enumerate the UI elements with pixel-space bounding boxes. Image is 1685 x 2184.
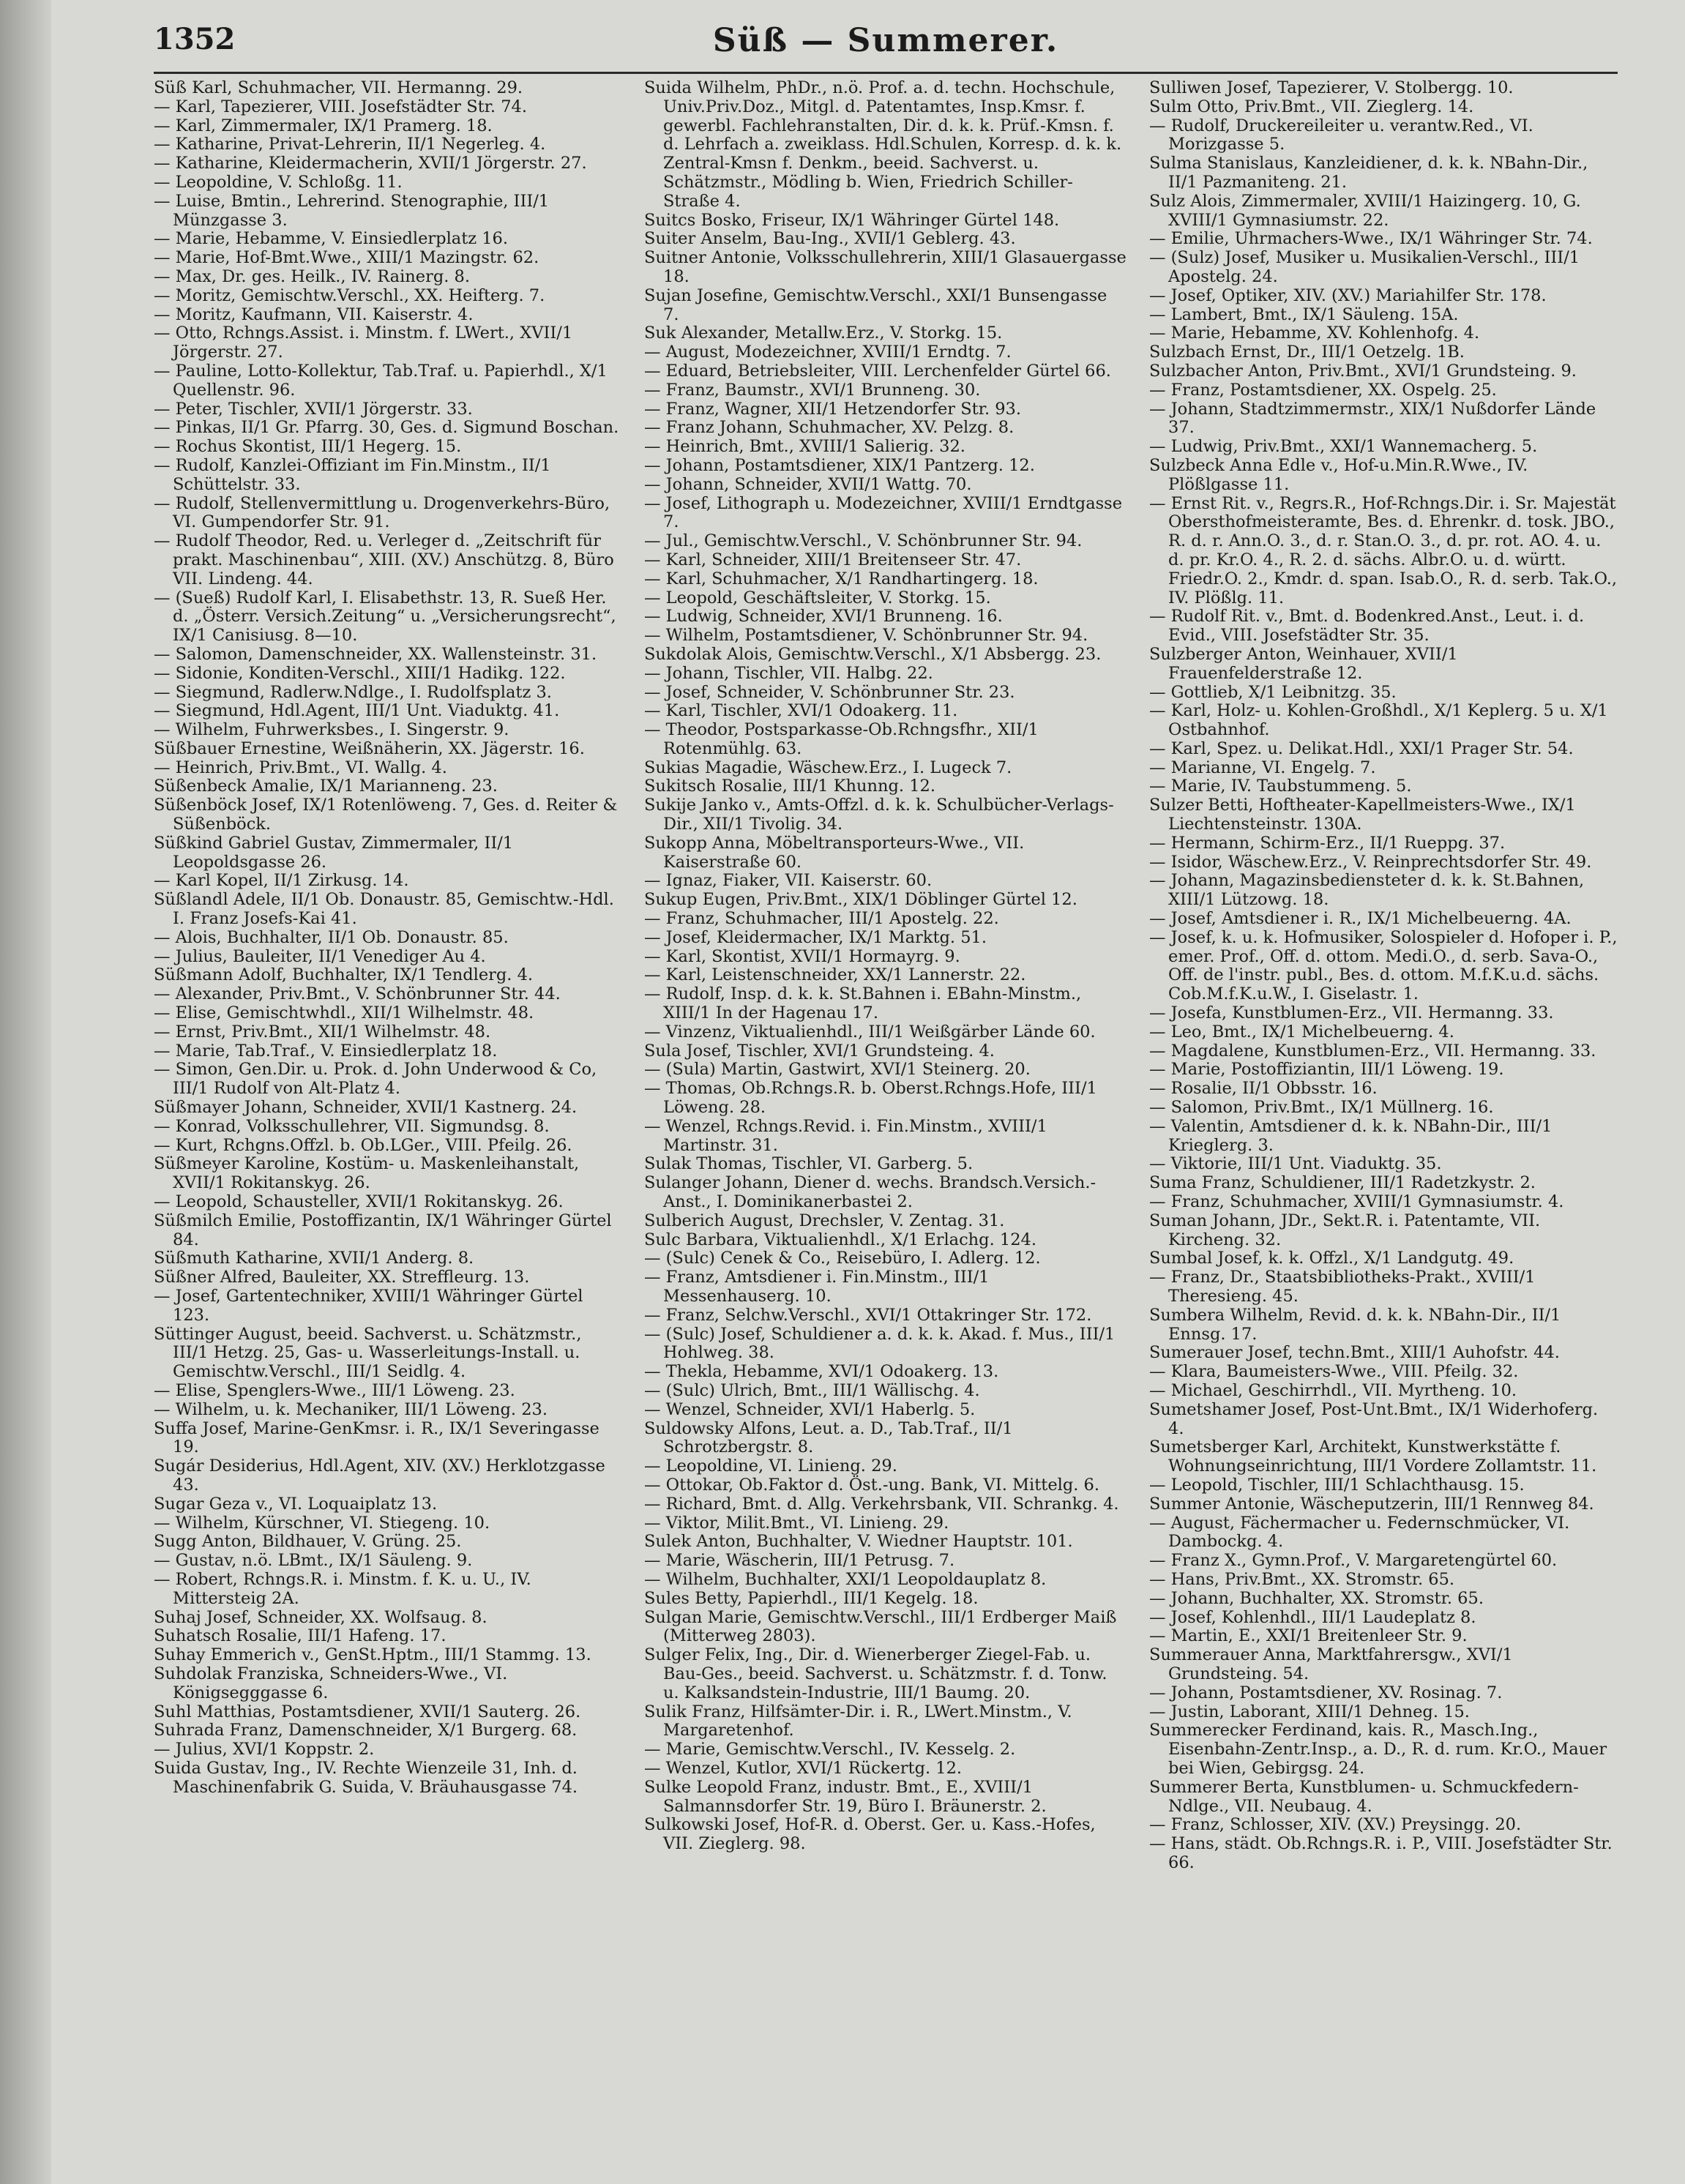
directory-entry: Sugár Desiderius, Hdl.Agent, XIV. (XV.) Herklotzgasse 43. (154, 1456, 605, 1495)
directory-entry: Summerauer Anna, Marktfahrersgw., XVI/1 Grundsteing. 54. (1149, 1645, 1513, 1683)
directory-entry: — Jul., Gemischtw.Verschl., V. Schönbrunner Str. 94. (644, 531, 1083, 551)
directory-entry: Sulm Otto, Priv.Bmt., VII. Zieglerg. 14. (1149, 97, 1474, 116)
directory-entry: — Luise, Bmtin., Lehrerind. Stenographie, III/1 Münzgasse 3. (154, 191, 550, 230)
directory-entry: Sulzbach Ernst, Dr., III/1 Oetzelg. 1B. (1149, 343, 1465, 362)
directory-entry: — Hans, städt. Ob.Rchngs.R. i. P., VIII. Josefstädter Str. 66. (1149, 1834, 1613, 1872)
directory-entry: Sukitsch Rosalie, III/1 Khunng. 12. (644, 777, 936, 796)
directory-entry: — Moritz, Kaufmann, VII. Kaiserstr. 4. (154, 304, 474, 324)
directory-entry: — Rudolf, Stellenvermittlung u. Drogenverkehrs-Büro, VI. Gumpendorfer Str. 91. (154, 493, 610, 532)
directory-entry: — Wenzel, Schneider, XVI/1 Haberlg. 5. (644, 1399, 976, 1419)
directory-entry: — Rosalie, II/1 Obbsstr. 16. (1149, 1079, 1378, 1099)
directory-entry: — Justin, Laborant, XIII/1 Dehneg. 15. (1149, 1702, 1470, 1721)
directory-entry: — Johann, Magazinsbediensteter d. k. k. St.Bahnen, XIII/1 Lützowg. 18. (1149, 871, 1585, 910)
directory-entry: — Konrad, Volksschullehrer, VII. Sigmundsg. 8. (154, 1116, 550, 1136)
directory-entry: Suhdolak Franziska, Schneiders-Wwe., VI. Königsegggasse 6. (154, 1664, 508, 1702)
directory-entry: Sujan Josefine, Gemischtw.Verschl., XXI/1 Bunsengasse 7. (644, 285, 1107, 324)
directory-entry: — Karl, Zimmermaler, IX/1 Pramerg. 18. (154, 116, 493, 135)
directory-entry: — Rudolf, Druckereileiter u. verantw.Red., VI. Morizgasse 5. (1149, 116, 1533, 154)
directory-entry: — Karl, Spez. u. Delikat.Hdl., XXI/1 Prager Str. 54. (1149, 738, 1574, 758)
directory-entry: — Franz, Amtsdiener i. Fin.Minstm., III/1 Messenhauserg. 10. (644, 1268, 990, 1306)
directory-entry: — Martin, E., XXI/1 Breitenleer Str. 9. (1149, 1626, 1468, 1646)
directory-entry: — Ernst Rit. v., Regrs.R., Hof-Rchngs.Dir. i. Sr. Majestät Obersthofmeisteramte, Bes. d. Ehrenkr. d. tosk. JBO., R. d. r. Ann.O. 3., d. r. Stan.O. 3., d. pr. rot. AO. 4. u. d. pr. Kr.O. 4., R. 2. d. sächs. Albr.O. u. d. württ. Friedr.O. 2., Kmdr. d. span. Isab.O., R. d. serb. Tak.O., IV. Plößlg. 11. (1149, 493, 1618, 607)
directory-entry: — Richard, Bmt. d. Allg. Verkehrsbank, VII. Schrankg. 4. (644, 1494, 1119, 1514)
directory-entry: — Franz, Schuhmacher, III/1 Apostelg. 22. (644, 909, 999, 929)
directory-entry: — Wilhelm, Buchhalter, XXI/1 Leopoldauplatz 8. (644, 1569, 1047, 1589)
directory-entry: — Viktorie, III/1 Unt. Viaduktg. 35. (1149, 1154, 1442, 1174)
directory-entry: — Julius, Bauleiter, II/1 Venediger Au 4. (154, 946, 486, 966)
directory-entry: — Hans, Priv.Bmt., XX. Stromstr. 65. (1149, 1569, 1455, 1589)
directory-entry: — Heinrich, Bmt., XVIII/1 Salierig. 32. (644, 437, 965, 457)
directory-entry: — Franz, Postamtsdiener, XX. Ospelg. 25. (1149, 380, 1497, 400)
directory-entry: Sulek Anton, Buchhalter, V. Wiedner Hauptstr. 101. (644, 1532, 1073, 1552)
header-rule (154, 72, 1618, 74)
directory-entry: — Ignaz, Fiaker, VII. Kaiserstr. 60. (644, 871, 933, 891)
directory-entry: — Karl Kopel, II/1 Zirkusg. 14. (154, 871, 409, 891)
directory-entry: — Marie, IV. Taubstummeng. 5. (1149, 777, 1412, 796)
directory-entry: Suldowsky Alfons, Leut. a. D., Tab.Traf., II/1 Schrotzbergstr. 8. (644, 1418, 1013, 1457)
directory-entry: Suhl Matthias, Postamtsdiener, XVII/1 Sauterg. 26. (154, 1702, 581, 1721)
directory-entry: — Josef, Kohlenhdl., III/1 Laudeplatz 8. (1149, 1607, 1476, 1627)
directory-entry: — Leopoldine, V. Schloßg. 11. (154, 172, 403, 192)
directory-entry: — Theodor, Postsparkasse-Ob.Rchngsfhr., XII/1 Rotenmühlg. 63. (644, 720, 1039, 758)
directory-entry: — Leopold, Schausteller, XVII/1 Rokitanskyg. 26. (154, 1192, 564, 1212)
directory-entry: — Valentin, Amtsdiener d. k. k. NBahn-Dir., III/1 Krieglerg. 3. (1149, 1116, 1553, 1155)
page-header (154, 22, 1618, 66)
directory-entry: — Josef, Amtsdiener i. R., IX/1 Michelbeuerng. 4A. (1149, 909, 1572, 929)
directory-entry: Sumbera Wilhelm, Revid. d. k. k. NBahn-Dir., II/1 Ennsg. 17. (1149, 1305, 1561, 1344)
directory-entry: — Leo, Bmt., IX/1 Michelbeuerng. 4. (1149, 1022, 1454, 1041)
directory-entry: — Leopoldine, VI. Linieng. 29. (644, 1456, 897, 1476)
directory-entry: Suk Alexander, Metallw.Erz., V. Storkg. 15. (644, 324, 1003, 343)
directory-entry: — Ludwig, Schneider, XVI/1 Brunneng. 16. (644, 607, 1003, 627)
directory-entry: — Otto, Rchngs.Assist. i. Minstm. f. LWert., XVII/1 Jörgerstr. 27. (154, 324, 573, 362)
directory-entry: — Rudolf, Insp. d. k. k. St.Bahnen i. EBahn-Minstm., XIII/1 In der Hagenau 17. (644, 984, 1082, 1023)
directory-entry: — Karl, Schneider, XIII/1 Breitenseer Str. 47. (644, 550, 1022, 569)
directory-entry: — Thomas, Ob.Rchngs.R. b. Oberst.Rchngs.Hofe, III/1 Löweng. 28. (644, 1079, 1097, 1118)
directory-entry: — (Sulz) Josef, Musiker u. Musikalien-Verschl., III/1 Apostelg. 24. (1149, 248, 1580, 286)
directory-entry: Sumetsberger Karl, Architekt, Kunstwerkstätte f. Wohnungseinrichtung, III/1 Vordere Zollamtstr. 11. (1149, 1437, 1597, 1476)
directory-entry: Sulzberger Anton, Weinhauer, XVII/1 Frauenfelderstraße 12. (1149, 644, 1458, 683)
directory-entry: Suhatsch Rosalie, III/1 Hafeng. 17. (154, 1626, 447, 1646)
directory-entry: Sulc Barbara, Viktualienhdl., X/1 Erlachg. 124. (644, 1230, 1036, 1249)
directory-entry: Sukup Eugen, Priv.Bmt., XIX/1 Döblinger Gürtel 12. (644, 890, 1077, 910)
directory-entry: — Karl, Tischler, XVI/1 Odoakerg. 11. (644, 701, 958, 721)
directory-entry: Sulma Stanislaus, Kanzleidiener, d. k. k. NBahn-Dir., II/1 Pazmaniteng. 21. (1149, 154, 1588, 192)
directory-entry: — Katharine, Privat-Lehrerin, II/1 Negerleg. 4. (154, 135, 546, 154)
directory-entry: — Johann, Stadtzimmermstr., XIX/1 Nußdorfer Lände 37. (1149, 399, 1596, 438)
directory-entry: — (Sueß) Rudolf Karl, I. Elisabethstr. 13, R. Sueß Her. d. „Österr. Versich.Zeitung“ u. „Versicherungsrecht“, IX/1 Canisiusg. 8—10. (154, 588, 616, 646)
directory-entry: — Gottlieb, X/1 Leibnitzg. 35. (1149, 682, 1397, 702)
directory-entry: Sugar Geza v., VI. Loquaiplatz 13. (154, 1494, 438, 1514)
directory-entry: Summer Antonie, Wäscheputzerin, III/1 Rennweg 84. (1149, 1494, 1594, 1514)
directory-entry: — Karl, Schuhmacher, X/1 Randhartingerg. 18. (644, 569, 1039, 588)
directory-entry: — Alois, Buchhalter, II/1 Ob. Donaustr. 85. (154, 927, 509, 947)
directory-entry: Süßmeyer Karoline, Kostüm- u. Maskenleihanstalt, XVII/1 Rokitanskyg. 26. (154, 1154, 580, 1193)
column-3 (1149, 79, 1618, 2165)
directory-entry: — Lambert, Bmt., IX/1 Säuleng. 15A. (1149, 304, 1459, 324)
directory-entry: Suitner Antonie, Volksschullehrerin, XIII/1 Glasauergasse 18. (644, 248, 1127, 286)
directory-entry: Sumetshamer Josef, Post-Unt.Bmt., IX/1 Widerhoferg. 4. (1149, 1399, 1599, 1438)
directory-entry: Sumbal Josef, k. k. Offzl., X/1 Landgutg. 49. (1149, 1249, 1514, 1268)
directory-entry: — Michael, Geschirrhdl., VII. Myrtheng. 10. (1149, 1380, 1517, 1400)
directory-entry: — (Sulc) Cenek & Co., Reisebüro, I. Adlerg. 12. (644, 1249, 1041, 1268)
directory-entry: — Marie, Hof-Bmt.Wwe., XIII/1 Mazingstr. 62. (154, 248, 539, 268)
directory-entry: — Franz, Baumstr., XVI/1 Brunneng. 30. (644, 380, 981, 400)
directory-entry: Süßbauer Ernestine, Weißnäherin, XX. Jägerstr. 16. (154, 738, 585, 758)
directory-entry: — Marianne, VI. Engelg. 7. (1149, 758, 1376, 777)
column-1 (154, 79, 622, 2165)
directory-entry: — Klara, Baumeisters-Wwe., VIII. Pfeilg. 32. (1149, 1362, 1519, 1382)
directory-entry: — Moritz, Gemischtw.Verschl., XX. Heifterg. 7. (154, 285, 545, 305)
directory-entry: Sules Betty, Papierhdl., III/1 Kegelg. 18. (644, 1588, 979, 1608)
directory-entry: — Josefa, Kunstblumen-Erz., VII. Hermanng. 33. (1149, 1003, 1554, 1023)
directory-entry: — Heinrich, Priv.Bmt., VI. Wallg. 4. (154, 758, 447, 777)
directory-entry: — Rochus Skontist, III/1 Hegerg. 15. (154, 437, 462, 457)
directory-entry: — Franz, Schuhmacher, XVIII/1 Gymnasiumstr. 4. (1149, 1192, 1564, 1212)
directory-entry: — Wilhelm, Postamtsdiener, V. Schönbrunner Str. 94. (644, 626, 1088, 646)
directory-entry: — Josef, Optiker, XIV. (XV.) Mariahilfer Str. 178. (1149, 285, 1547, 305)
directory-entry: Sukias Magadie, Wäschew.Erz., I. Lugeck 7. (644, 758, 1012, 777)
directory-entry: Sulzer Betti, Hoftheater-Kapellmeisters-Wwe., IX/1 Liechtensteinstr. 130A. (1149, 796, 1576, 834)
directory-entry: — August, Fächermacher u. Federnschmücker, VI. Dambockg. 4. (1149, 1513, 1570, 1552)
directory-entry: — Marie, Wäscherin, III/1 Petrusg. 7. (644, 1551, 955, 1571)
directory-entry: — Wenzel, Kutlor, XVI/1 Rückertg. 12. (644, 1758, 963, 1778)
directory-entry: Sulik Franz, Hilfsämter-Dir. i. R., LWert.Minstm., V. Margaretenhof. (644, 1702, 1072, 1740)
directory-entry: — Hermann, Schirm-Erz., II/1 Rueppg. 37. (1149, 833, 1506, 853)
directory-entry: Sulzbacher Anton, Priv.Bmt., XVI/1 Grundsteing. 9. (1149, 361, 1577, 381)
directory-entry: — Siegmund, Radlerw.Ndlge., I. Rudolfsplatz 3. (154, 682, 552, 702)
directory-entry: — Magdalene, Kunstblumen-Erz., VII. Hermanng. 33. (1149, 1041, 1596, 1061)
directory-entry: Süßmilch Emilie, Postoffizantin, IX/1 Währinger Gürtel 84. (154, 1211, 612, 1249)
directory-entry: — Viktor, Milit.Bmt., VI. Linieng. 29. (644, 1513, 949, 1533)
directory-entry: — Marie, Postoffiziantin, III/1 Löweng. 19. (1149, 1060, 1504, 1080)
directory-entry: Süßner Alfred, Bauleiter, XX. Streffleurg. 13. (154, 1268, 530, 1287)
directory-entry: Süßenböck Josef, IX/1 Rotenlöweng. 7, Ges. d. Reiter & Süßenböck. (154, 796, 618, 834)
directory-entry: Süßlandl Adele, II/1 Ob. Donaustr. 85, Gemischtw.-Hdl. I. Franz Josefs-Kai 41. (154, 890, 614, 929)
directory-entry: — Ludwig, Priv.Bmt., XXI/1 Wannemacherg. 5. (1149, 437, 1538, 457)
directory-entry: — Elise, Spenglers-Wwe., III/1 Löweng. 23. (154, 1380, 515, 1400)
directory-entry: — Marie, Gemischtw.Verschl., IV. Kesselg. 2. (644, 1740, 1016, 1759)
directory-entry: Süttinger August, beeid. Sachverst. u. Schätzmstr., III/1 Hetzg. 25, Gas- u. Wasserleitungs-Install. u. Gemischtw.Verschl., III/1 Seidlg. 4. (154, 1324, 582, 1382)
directory-entry: — Salomon, Priv.Bmt., IX/1 Müllnerg. 16. (1149, 1098, 1494, 1118)
directory-entry: — Marie, Hebamme, V. Einsiedlerplatz 16. (154, 229, 509, 249)
directory-entry: — (Sula) Martin, Gastwirt, XVI/1 Steinerg. 20. (644, 1060, 1031, 1080)
directory-entry: — (Sulc) Josef, Schuldiener a. d. k. k. Akad. f. Mus., III/1 Hohlweg. 38. (644, 1324, 1116, 1363)
directory-entry: — Simon, Gen.Dir. u. Prok. d. John Underwood & Co, III/1 Rudolf von Alt-Platz 4. (154, 1060, 597, 1099)
column-2 (644, 79, 1127, 2165)
directory-entry: — Peter, Tischler, XVII/1 Jörgerstr. 33. (154, 399, 473, 419)
directory-entry: Sulz Alois, Zimmermaler, XVIII/1 Haizingerg. 10, G. XVIII/1 Gymnasiumstr. 22. (1149, 191, 1581, 230)
directory-entry: — Josef, Kleidermacher, IX/1 Marktg. 51. (644, 927, 987, 947)
directory-entry: Suhay Emmerich v., GenSt.Hptm., III/1 Stammg. 13. (154, 1645, 591, 1665)
directory-entry: Sumerauer Josef, techn.Bmt., XIII/1 Auhofstr. 44. (1149, 1343, 1560, 1363)
directory-entry: — Ottokar, Ob.Faktor d. Öst.-ung. Bank, VI. Mittelg. 6. (644, 1475, 1100, 1495)
directory-entry: — Rudolf Theodor, Red. u. Verleger d. „Zeitschrift für prakt. Maschinenbau“, XIII. (XV.) Anschützg. 8, Büro VII. Lindeng. 44. (154, 531, 614, 588)
directory-entry: — August, Modezeichner, XVIII/1 Erndtg. 7. (644, 343, 1012, 362)
page-number: 1352 (154, 22, 236, 56)
directory-entry: Sulanger Johann, Diener d. wechs. Brandsch.Versich.-Anst., I. Dominikanerbastei 2. (644, 1173, 1096, 1212)
directory-entry: Sulberich August, Drechsler, V. Zentag. 31. (644, 1211, 1005, 1230)
directory-entry: — Salomon, Damenschneider, XX. Wallensteinstr. 31. (154, 644, 597, 664)
directory-entry: Süßkind Gabriel Gustav, Zimmermaler, II/1 Leopoldsgasse 26. (154, 833, 514, 872)
directory-entry: — Robert, Rchngs.R. i. Minstm. f. K. u. U., IV. Mittersteig 2A. (154, 1569, 531, 1608)
directory-entry: Summerecker Ferdinand, kais. R., Masch.Ing., Eisenbahn-Zentr.Insp., a. D., R. d. rum. Kr.O., Mauer bei Wien, Gebirgsg. 24. (1149, 1721, 1607, 1778)
directory-entry: — Marie, Hebamme, XV. Kohlenhofg. 4. (1149, 324, 1480, 343)
directory-entry: Sulzbeck Anna Edle v., Hof-u.Min.R.Wwe., IV. Plößlgasse 11. (1149, 455, 1528, 494)
directory-entry: Suitcs Bosko, Friseur, IX/1 Währinger Gürtel 148. (644, 210, 1060, 230)
directory-entry: — Pauline, Lotto-Kollektur, Tab.Traf. u. Papierhdl., X/1 Quellenstr. 96. (154, 361, 608, 400)
directory-entry: Sulliwen Josef, Tapezierer, V. Stolbergg. 10. (1149, 79, 1514, 97)
directory-entry: Suma Franz, Schuldiener, III/1 Radetzkystr. 2. (1149, 1173, 1536, 1193)
directory-entry: — (Sulc) Ulrich, Bmt., III/1 Wällischg. 4. (644, 1380, 980, 1400)
directory-entry: — Vinzenz, Viktualienhdl., III/1 Weißgärber Lände 60. (644, 1022, 1096, 1041)
directory-entry: Suida Wilhelm, PhDr., n.ö. Prof. a. d. techn. Hochschule, Univ.Priv.Doz., Mitgl. d. Patentamtes, Insp.Kmsr. f. gewerbl. Fachlehranstalten, Dir. d. k. k. Prüf.-Kmsn. f. d. Lehrfach a. zweiklass. Hdl.Schulen, Korresp. d. k. k. Zentral-Kmsn f. Denkm., beeid. Sachverst. u. Schätzmstr., Mödling b. Wien, Friedrich Schiller-Straße 4. (644, 79, 1122, 211)
directory-entry: — Wenzel, Rchngs.Revid. i. Fin.Minstm., XVIII/1 Martinstr. 31. (644, 1116, 1047, 1155)
directory-entry: Summerer Berta, Kunstblumen- u. Schmuckfedern-Ndlge., VII. Neubaug. 4. (1149, 1777, 1579, 1816)
directory-entry: — Wilhelm, Fuhrwerksbes., I. Singerstr. 9. (154, 720, 509, 740)
directory-entry: Sukije Janko v., Amts-Offzl. d. k. k. Schulbücher-Verlags-Dir., XII/1 Tivolig. 34. (644, 796, 1114, 834)
directory-entry: — Josef, Schneider, V. Schönbrunner Str. 23. (644, 682, 1015, 702)
directory-entry: — Pinkas, II/1 Gr. Pfarrg. 30, Ges. d. Sigmund Boschan. (154, 418, 619, 438)
directory-entry: Süßmuth Katharine, XVII/1 Anderg. 8. (154, 1249, 474, 1268)
directory-entry: — Sidonie, Konditen-Verschl., XIII/1 Hadikg. 122. (154, 663, 566, 683)
directory-entry: Süß Karl, Schuhmacher, VII. Hermanng. 29. (154, 79, 523, 97)
directory-entry: Suiter Anselm, Bau-Ing., XVII/1 Geblerg. 43. (644, 229, 1016, 249)
directory-entry: Sulke Leopold Franz, industr. Bmt., E., XVIII/1 Salmannsdorfer Str. 19, Büro I. Bräunerstr. 2. (644, 1777, 1047, 1816)
directory-entry: Süßenbeck Amalie, IX/1 Marianneng. 23. (154, 777, 498, 796)
directory-entry: — Franz, Wagner, XII/1 Hetzendorfer Str. 93. (644, 399, 1022, 419)
directory-entry: — Franz Johann, Schuhmacher, XV. Pelzg. 8. (644, 418, 1015, 438)
page-edge-shadow (0, 0, 51, 2184)
directory-entry: — Ernst, Priv.Bmt., XII/1 Wilhelmstr. 48. (154, 1022, 491, 1041)
directory-entry: Sulak Thomas, Tischler, VI. Garberg. 5. (644, 1154, 974, 1174)
directory-entry: — Josef, Lithograph u. Modezeichner, XVIII/1 Erndtgasse 7. (644, 493, 1123, 532)
directory-entry: — Karl, Holz- u. Kohlen-Großhdl., X/1 Keplerg. 5 u. X/1 Ostbahnhof. (1149, 701, 1608, 740)
directory-entry: Sukdolak Alois, Gemischtw.Verschl., X/1 Absbergg. 23. (644, 644, 1102, 664)
directory-entry: Süßmayer Johann, Schneider, XVII/1 Kastnerg. 24. (154, 1098, 578, 1118)
directory-entry: — Wilhelm, Kürschner, VI. Stiegeng. 10. (154, 1513, 490, 1533)
directory-entry: — Josef, Gartentechniker, XVIII/1 Währinger Gürtel 123. (154, 1287, 583, 1325)
directory-entry: — Isidor, Wäschew.Erz., V. Reinprechtsdorfer Str. 49. (1149, 852, 1592, 872)
directory-entry: — Josef, k. u. k. Hofmusiker, Solospieler d. Hofoper i. P., emer. Prof., Off. d. ottom. Medi.O., d. serb. Sava-O., Off. de l'instr. publ., Bes. d. ottom. M.f.K.u.d. sächs. Cob.M.f.K.u.W., I. Giselastr. 1. (1149, 927, 1618, 1004)
directory-entry: Suman Johann, JDr., Sekt.R. i. Patentamte, VII. Kircheng. 32. (1149, 1211, 1541, 1249)
directory-entry: — Karl, Skontist, XVII/1 Hormayrg. 9. (644, 946, 960, 966)
directory-entry: Suffa Josef, Marine-GenKmsr. i. R., IX/1 Severingasse 19. (154, 1418, 599, 1457)
directory-entry: — Katharine, Kleidermacherin, XVII/1 Jörgerstr. 27. (154, 154, 587, 173)
directory-entry: Sukopp Anna, Möbeltransporteurs-Wwe., VII. Kaiserstraße 60. (644, 833, 1025, 872)
directory-entry: — Franz, Selchw.Verschl., XVI/1 Ottakringer Str. 172. (644, 1305, 1092, 1325)
directory-entry: — Leopold, Tischler, III/1 Schlachthausg. 15. (1149, 1475, 1525, 1495)
directory-entry: — Kurt, Rchgns.Offzl. b. Ob.LGer., VIII. Pfeilg. 26. (154, 1135, 572, 1155)
directory-entry: — Gustav, n.ö. LBmt., IX/1 Säuleng. 9. (154, 1551, 473, 1571)
directory-entry: — Elise, Gemischtwhdl., XII/1 Wilhelmstr. 48. (154, 1003, 534, 1023)
directory-entry: — Alexander, Priv.Bmt., V. Schönbrunner Str. 44. (154, 984, 561, 1004)
directory-entry: — Karl, Leistenschneider, XX/1 Lannerstr. 22. (644, 965, 1026, 985)
directory-entry: — Karl, Tapezierer, VIII. Josefstädter Str. 74. (154, 97, 528, 116)
directory-entry: — Johann, Postamtsdiener, XIX/1 Pantzerg. 12. (644, 455, 1035, 475)
directory-entry: Suhrada Franz, Damenschneider, X/1 Burgerg. 68. (154, 1721, 578, 1740)
directory-entry: — Johann, Buchhalter, XX. Stromstr. 65. (1149, 1588, 1484, 1608)
directory-entry: — Max, Dr. ges. Heilk., IV. Rainerg. 8. (154, 266, 471, 286)
directory-entry: Suida Gustav, Ing., IV. Rechte Wienzeile 31, Inh. d. Maschinenfabrik G. Suida, V. Bräuhausgasse 74. (154, 1758, 578, 1797)
directory-entry: — Franz, Schlosser, XIV. (XV.) Preysingg. 20. (1149, 1815, 1522, 1835)
directory-entry: Sulger Felix, Ing., Dir. d. Wienerberger Ziegel-Fab. u. Bau-Ges., beeid. Sachverst. u. Schätzmstr. f. d. Tonw. u. Kalksandstein-Industrie, III/1 Baumg. 20. (644, 1645, 1107, 1702)
directory-entry: — Franz, Dr., Staatsbibliotheks-Prakt., XVIII/1 Theresieng. 45. (1149, 1268, 1536, 1306)
directory-entry: — Siegmund, Hdl.Agent, III/1 Unt. Viaduktg. 41. (154, 701, 560, 721)
directory-entry: Süßmann Adolf, Buchhalter, IX/1 Tendlerg. 4. (154, 965, 534, 985)
directory-entry: — Johann, Schneider, XVII/1 Wattg. 70. (644, 474, 972, 494)
directory-entry: — Johann, Tischler, VII. Halbg. 22. (644, 663, 933, 683)
directory-entry: Sugg Anton, Bildhauer, V. Grüng. 25. (154, 1532, 462, 1552)
directory-entry: — Eduard, Betriebsleiter, VIII. Lerchenfelder Gürtel 66. (644, 361, 1111, 381)
directory-entry: — Johann, Postamtsdiener, XV. Rosinag. 7. (1149, 1683, 1503, 1702)
directory-entry: — Emilie, Uhrmachers-Wwe., IX/1 Währinger Str. 74. (1149, 229, 1593, 249)
directory-entry: Sulkowski Josef, Hof-R. d. Oberst. Ger. u. Kass.-Hofes, VII. Zieglerg. 98. (644, 1815, 1096, 1854)
directory-entry: — Franz X., Gymn.Prof., V. Margaretengürtel 60. (1149, 1551, 1558, 1571)
directory-entry: — Leopold, Geschäftsleiter, V. Storkg. 15. (644, 588, 991, 607)
directory-entry: Sulgan Marie, Gemischtw.Verschl., III/1 Erdberger Maiß (Mitterweg 2803). (644, 1607, 1117, 1646)
directory-entry: Suhaj Josef, Schneider, XX. Wolfsaug. 8. (154, 1607, 487, 1627)
directory-entry: — Rudolf Rit. v., Bmt. d. Bodenkred.Anst., Leut. i. d. Evid., VIII. Josefstädter Str. 35. (1149, 607, 1585, 646)
running-head: Süß — Summerer. (712, 22, 1059, 59)
directory-entry: — Wilhelm, u. k. Mechaniker, III/1 Löweng. 23. (154, 1399, 548, 1419)
directory-entry: — Julius, XVI/1 Koppstr. 2. (154, 1740, 375, 1759)
directory-entry: — Rudolf, Kanzlei-Offiziant im Fin.Minstm., II/1 Schüttelstr. 33. (154, 455, 551, 494)
directory-entry: — Thekla, Hebamme, XVI/1 Odoakerg. 13. (644, 1362, 999, 1382)
directory-entry: — Marie, Tab.Traf., V. Einsiedlerplatz 18. (154, 1041, 498, 1061)
directory-entry: Sula Josef, Tischler, XVI/1 Grundsteing. 4. (644, 1041, 995, 1061)
